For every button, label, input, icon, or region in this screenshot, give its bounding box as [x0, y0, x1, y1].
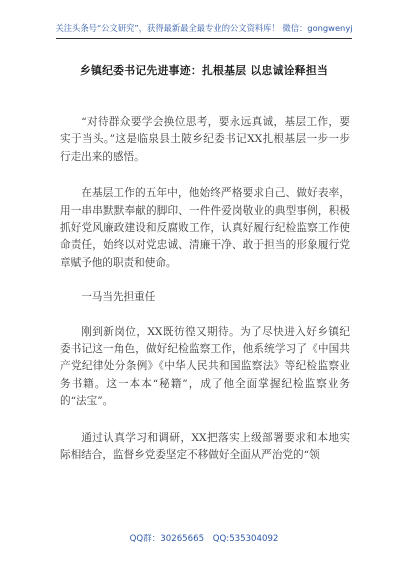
document-title: 乡镇纪委书记先进事迹：扎根基层 以忠诚诠释担当 — [79, 64, 329, 77]
paragraph-summary: 在基层工作的五年中，他始终严格要求自己、做好表率，用一串串默默奉献的脚印、一件件爱岗敬业的典型事例，积极抓好党风廉政建设和反腐败工作，认真好履行纪检监察工作使命责任，始终以对党忠诚、清廉干净、敢于担当的形象履行党章赋予他的职责和使命。 — [60, 187, 350, 269]
paragraph-intro: “对待群众要学会换位思考，要永远真诚，基层工作，要实于当头。”这是临泉县土陂乡纪委书记XX扎根基层一步一步行走出来的感悟。 — [60, 116, 350, 163]
paragraph-new-post: 刚到新岗位，XX既彷徨又期待。为了尽快进入好乡镇纪委书记这一角色，做好纪检监察工作，他系统学习了《中国共产党纪律处分条例》《中华人民共和国监察法》等纪检监察业务书籍。这一本本“秘籍”，成了他全面掌握纪检监察业务的“法宝”。 — [60, 325, 350, 408]
page-footer-contact: QQ群：30265665 QQ:535304092 — [129, 534, 279, 544]
section-heading: 一马当先担重任 — [81, 291, 156, 304]
page-header-promo: 关注头条号“公文研究”，获得最新最全最专业的公文资料库！ 微信：gongwenyj — [55, 23, 353, 33]
paragraph-study: 通过认真学习和调研，XX把落实上级部署要求和本地实际相结合，监督乡党委坚定不移做好全面从严治党的“领 — [60, 431, 350, 462]
document-body — [60, 114, 350, 465]
header-divider — [56, 38, 352, 39]
